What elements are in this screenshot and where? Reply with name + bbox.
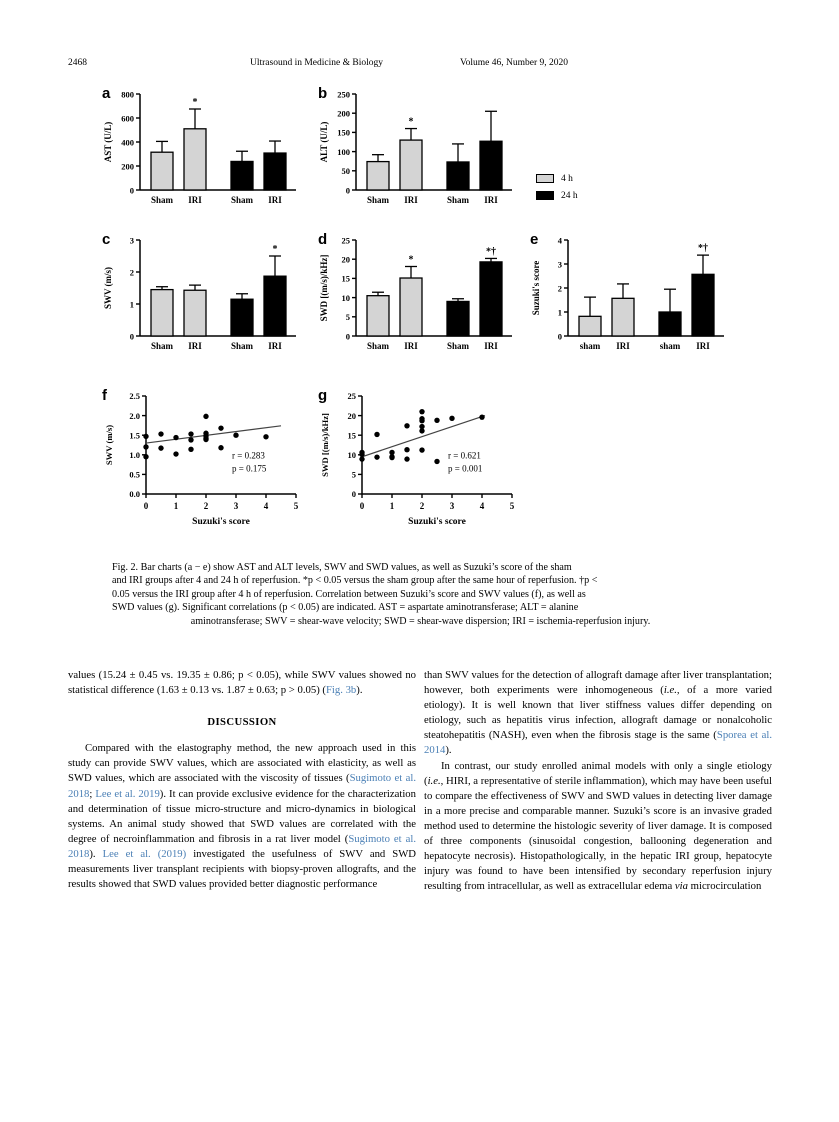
bar	[447, 301, 469, 336]
caption-line-1: Fig. 2. Bar charts (a − e) show AST and ALT levels, SWV and SWD values, as well as Suzuki’s score of the sham	[112, 562, 572, 573]
page-number: 2468	[68, 58, 87, 68]
citation-lee-2019-b[interactable]: Lee et al. (2019)	[102, 847, 187, 860]
figure-2	[0, 82, 839, 642]
right-text-c: ).	[445, 744, 452, 757]
scatter-chart-g	[316, 382, 531, 537]
y-tick-label: 0	[351, 489, 356, 500]
y-tick-label: 2	[557, 283, 562, 294]
data-point	[218, 425, 223, 430]
bar	[151, 152, 173, 190]
y-tick-label: 0	[557, 331, 562, 342]
y-tick-label: 2.5	[129, 391, 140, 402]
body-column-right	[424, 668, 772, 894]
paragraph-discussion-1	[68, 741, 416, 892]
results-line-3: 0.13 vs. 1.87 ± 0.63; p > 0.05) (	[190, 684, 326, 697]
x-tick-label: sham	[579, 341, 601, 351]
right-text-a: than SWV values for the detection of allograft damage after liver transplantation; however, both experiments were inhomogeneous (	[424, 669, 772, 697]
x-tick-label: 3	[233, 501, 239, 511]
bar	[184, 290, 206, 336]
bar	[151, 290, 173, 336]
bar	[264, 153, 286, 190]
data-point	[434, 459, 439, 464]
correlation-r: r = 0.621	[448, 450, 481, 461]
x-tick-label: 2	[203, 501, 209, 511]
y-tick-label: 0.0	[129, 489, 140, 500]
data-point	[359, 452, 364, 457]
bar-chart-c	[100, 228, 300, 368]
y-axis-label: SWD [(m/s)/kHz]	[320, 413, 330, 477]
bar	[231, 299, 253, 336]
y-tick-label: 20	[347, 410, 356, 421]
data-point	[359, 456, 364, 461]
right2-text-c: microcirculation	[687, 880, 762, 893]
y-tick-label: 0.5	[129, 469, 140, 480]
y-axis-label: SWD [(m/s)/kHz]	[319, 254, 329, 322]
x-tick-label: 5	[509, 501, 515, 511]
chart-panel-e	[528, 228, 728, 368]
right2-text-b: HIRI, a representative of sterile inflammation), which may have been useful to compare the effectiveness of SWV and SWD values in detecting liver damage in a more precise and comparable manner. Suzuki’s score is an invasive graded method used to determine the histologic severity of liver damage. It is composed of three components (sinusoidal congestion, ballooning degeneration and hepatocyte necrosis). Histopathologically, in the hepatic IRI group, hepatocyte injury was found to have been intensified by secondary reperfusion injury resulting from intracellular, as well as extracellular edema	[424, 774, 772, 893]
results-line-1: values (15.24 ± 0.45 vs. 19.35 ± 0.86; p < 0.05), while	[68, 669, 309, 681]
x-tick-label: Sham	[230, 341, 254, 351]
data-point	[203, 414, 208, 419]
y-tick-label: 10	[341, 292, 350, 303]
y-axis-label: SWV (m/s)	[103, 266, 113, 310]
y-tick-label: 5	[351, 469, 356, 480]
bar	[480, 141, 502, 190]
y-tick-label: 50	[341, 166, 350, 177]
y-tick-label: 2	[129, 267, 134, 278]
data-point	[233, 433, 238, 438]
x-tick-label: Sham	[366, 341, 390, 351]
significance-marker: *	[408, 116, 414, 128]
y-tick-label: 200	[121, 161, 134, 172]
x-tick-label: Sham	[366, 195, 390, 205]
panel-letter-e: e	[530, 231, 539, 248]
paragraph-discussion-3	[424, 759, 772, 895]
figure-legend	[536, 170, 656, 204]
y-tick-label: 600	[121, 113, 134, 124]
x-tick-label: 1	[389, 501, 395, 511]
discussion-text-b: ;	[89, 787, 96, 800]
y-tick-label: 0	[129, 331, 134, 342]
y-axis-label: Suzuki's score	[531, 260, 541, 316]
data-point	[158, 445, 163, 450]
x-tick-label: 1	[173, 501, 179, 511]
right-italic-ie-1: i.e.,	[663, 684, 680, 697]
legend-item-4h	[536, 170, 656, 187]
x-axis-label: Suzuki's score	[408, 517, 466, 527]
scatter-chart-f	[100, 382, 315, 537]
y-tick-label: 20	[341, 254, 350, 265]
chart-panel-b	[316, 82, 516, 222]
discussion-text-e: investigated the usefulness of SWV and SWD measurements liver transplant recipients with biopsy-proven allografts, and the results showed that SWD values provided better diagnostic performance	[68, 847, 417, 891]
chart-panel-f	[100, 382, 315, 537]
data-point	[218, 445, 223, 450]
significance-marker: *†	[486, 246, 496, 258]
right-italic-via: via	[674, 880, 688, 893]
caption-line-3: 0.05 versus the IRI group after 4 h of reperfusion. Correlation between Suzuki’s score and SWV values (f), as well as	[112, 588, 586, 600]
data-point	[203, 437, 208, 442]
significance-marker: *	[408, 254, 414, 266]
correlation-p: p = 0.175	[232, 463, 267, 474]
body-column-left	[68, 668, 416, 892]
x-tick-label: Sham	[446, 195, 470, 205]
x-tick-label: IRI	[268, 195, 282, 205]
x-tick-label: 4	[263, 501, 269, 511]
citation-sporea-2014[interactable]: Sporea et al. 2014	[424, 729, 772, 757]
citation-fig3b[interactable]: Fig. 3b	[325, 684, 357, 697]
bar	[367, 162, 389, 190]
data-point	[263, 434, 268, 439]
y-tick-label: 5	[345, 312, 350, 323]
chart-panel-d	[316, 228, 516, 368]
data-point	[389, 455, 394, 460]
citation-lee-2019[interactable]: Lee et al. 2019	[95, 787, 160, 800]
x-tick-label: Sham	[150, 195, 174, 205]
section-heading-discussion: DISCUSSION	[207, 716, 277, 729]
panel-letter-g: g	[318, 387, 328, 404]
discussion-text-c: ). It can provide exclusive evidence for the characterization and determination of tissue micro-structure and micro-dynamics in biological systems. An animal study showed that SWD values are correlated with the degree of necroinflammation and fibrosis in a rat liver model (	[68, 787, 416, 845]
data-point	[173, 435, 178, 440]
x-tick-label: Sham	[446, 341, 470, 351]
x-tick-label: IRI	[616, 341, 630, 351]
results-line-2: SWV values showed no statistical difference (1.63 ±	[68, 669, 417, 697]
chart-panel-a	[100, 82, 300, 222]
x-tick-label: IRI	[188, 195, 202, 205]
x-tick-label: Sham	[150, 341, 174, 351]
data-point	[419, 428, 424, 433]
x-tick-label: IRI	[484, 195, 498, 205]
regression-line	[146, 426, 281, 443]
bar	[264, 276, 286, 336]
discussion-text-d: ).	[89, 847, 103, 860]
x-tick-label: 3	[449, 501, 455, 511]
data-point	[419, 409, 424, 414]
data-point	[419, 447, 424, 452]
y-tick-label: 25	[347, 391, 356, 402]
data-point	[404, 447, 409, 452]
y-tick-label: 0	[345, 185, 350, 196]
significance-marker: *	[192, 97, 198, 108]
bar	[367, 296, 389, 336]
legend-label-24h: 24 h	[561, 190, 578, 201]
y-tick-label: 400	[121, 137, 134, 148]
y-tick-label: 200	[337, 108, 350, 119]
y-tick-label: 150	[337, 127, 350, 138]
data-point	[374, 432, 379, 437]
y-tick-label: 250	[337, 89, 350, 100]
y-tick-label: 2.0	[129, 410, 140, 421]
bar-chart-d	[316, 228, 516, 368]
x-axis-label: Suzuki's score	[192, 517, 250, 527]
citation-sugimoto-2018[interactable]: Sugimoto et al. 2018	[68, 772, 416, 800]
caption-line-4: SWD values (g). Significant correlations (p < 0.05) are indicated. AST = aspartate aminotransferase; ALT = alanine	[112, 602, 579, 614]
x-tick-label: IRI	[268, 341, 282, 351]
legend-swatch-4h	[536, 174, 554, 183]
y-tick-label: 1.0	[129, 450, 140, 460]
caption-line-2: and IRI groups after 4 and 24 h of reperfusion. *p < 0.05 versus the sham group after the same hour of reperfusion. †p <	[112, 575, 598, 587]
legend-item-24h	[536, 187, 656, 204]
right-italic-ie-2: i.e.,	[427, 774, 444, 787]
x-tick-label: IRI	[404, 195, 418, 205]
y-tick-label: 100	[337, 146, 350, 157]
figure-caption	[112, 561, 729, 628]
bar	[400, 278, 422, 336]
x-tick-label: 5	[293, 501, 299, 511]
data-point	[479, 414, 484, 419]
bar	[400, 140, 422, 190]
chart-panel-c	[100, 228, 300, 368]
chart-panel-g	[316, 382, 531, 537]
y-axis-label: ALT (U/L)	[319, 121, 329, 163]
data-point	[143, 444, 148, 449]
data-point	[404, 423, 409, 428]
results-line-3-end: ).	[356, 684, 363, 697]
panel-letter-a: a	[102, 85, 111, 102]
bar-chart-b	[316, 82, 516, 222]
data-point	[188, 447, 193, 452]
legend-swatch-24h	[536, 191, 554, 200]
bar	[184, 129, 206, 190]
data-point	[143, 454, 148, 459]
x-tick-label: 2	[419, 501, 425, 511]
data-point	[419, 418, 424, 423]
x-tick-label: 0	[143, 501, 149, 511]
x-tick-label: 4	[479, 501, 485, 511]
journal-title: Ultrasound in Medicine & Biology	[250, 58, 383, 68]
y-axis-label: AST (U/L)	[103, 121, 113, 163]
y-tick-label: 1.5	[129, 430, 140, 441]
y-tick-label: 0	[129, 185, 134, 196]
bar-chart-e	[528, 228, 728, 368]
x-tick-label: Sham	[230, 195, 254, 205]
data-point	[434, 418, 439, 423]
y-tick-label: 0	[345, 331, 350, 342]
correlation-p: p = 0.001	[448, 463, 483, 474]
panel-letter-f: f	[102, 387, 107, 404]
bar	[692, 274, 714, 336]
y-tick-label: 1	[557, 307, 562, 318]
x-tick-label: IRI	[484, 341, 498, 351]
bar	[231, 161, 253, 190]
y-tick-label: 3	[557, 259, 562, 270]
panel-letter-c: c	[102, 231, 111, 248]
data-point	[449, 416, 454, 421]
significance-marker: *	[272, 244, 278, 255]
y-tick-label: 25	[341, 235, 350, 246]
y-tick-label: 800	[121, 89, 134, 100]
data-point	[173, 451, 178, 456]
data-point	[158, 431, 163, 436]
x-tick-label: 0	[359, 501, 365, 511]
legend-label-4h: 4 h	[561, 173, 573, 184]
bar	[447, 162, 469, 190]
x-tick-label: IRI	[696, 341, 710, 351]
y-tick-label: 1	[129, 299, 134, 310]
caption-line-5: aminotransferase; SWV = shear-wave velocity; SWD = shear-wave dispersion; IRI = ischemia-reperfusion injury.	[190, 615, 651, 627]
data-point	[188, 431, 193, 436]
running-head	[0, 58, 839, 74]
volume-issue: Volume 46, Number 9, 2020	[460, 58, 569, 68]
bar-chart-a	[100, 82, 300, 222]
data-point	[404, 456, 409, 461]
y-tick-label: 15	[347, 430, 356, 441]
y-tick-label: 15	[341, 273, 350, 284]
paragraph-results-continued	[68, 668, 416, 698]
paragraph-discussion-2	[424, 668, 772, 759]
right-text-b: of a more varied etiology). It is well known that liver stiffness values differ depending on etiology, such as hepatitis virus infection, allograft damage or nonalcoholic steatohepatitis (NASH), even when the fibrosis stage is the same (	[424, 684, 772, 742]
x-tick-label: IRI	[188, 341, 202, 351]
right2-text-a: In contrast, our study enrolled animal models with only a single etiology (	[424, 759, 772, 787]
citation-sugimoto-2018-b[interactable]: Sugimoto et al. 2018	[68, 832, 417, 860]
x-tick-label: sham	[659, 341, 681, 351]
discussion-text-a: Compared with the elastography method, the new approach used in this study can provide SWV values, which are associated with elasticity, as well as SWD values, which are associated with the viscosity of tissues (	[68, 742, 416, 785]
significance-marker: *†	[698, 243, 708, 255]
x-tick-label: IRI	[404, 341, 418, 351]
y-tick-label: 3	[129, 235, 134, 246]
data-point	[374, 454, 379, 459]
data-point	[143, 434, 148, 439]
y-tick-label: 10	[347, 450, 356, 460]
data-point	[188, 437, 193, 442]
bar	[480, 262, 502, 336]
y-axis-label: SWV (m/s)	[104, 424, 114, 466]
bar	[659, 312, 681, 336]
bar	[579, 316, 601, 336]
panel-letter-d: d	[318, 231, 328, 248]
y-tick-label: 4	[557, 235, 562, 246]
panel-letter-b: b	[318, 85, 328, 102]
correlation-r: r = 0.283	[232, 450, 265, 461]
bar	[612, 298, 634, 336]
